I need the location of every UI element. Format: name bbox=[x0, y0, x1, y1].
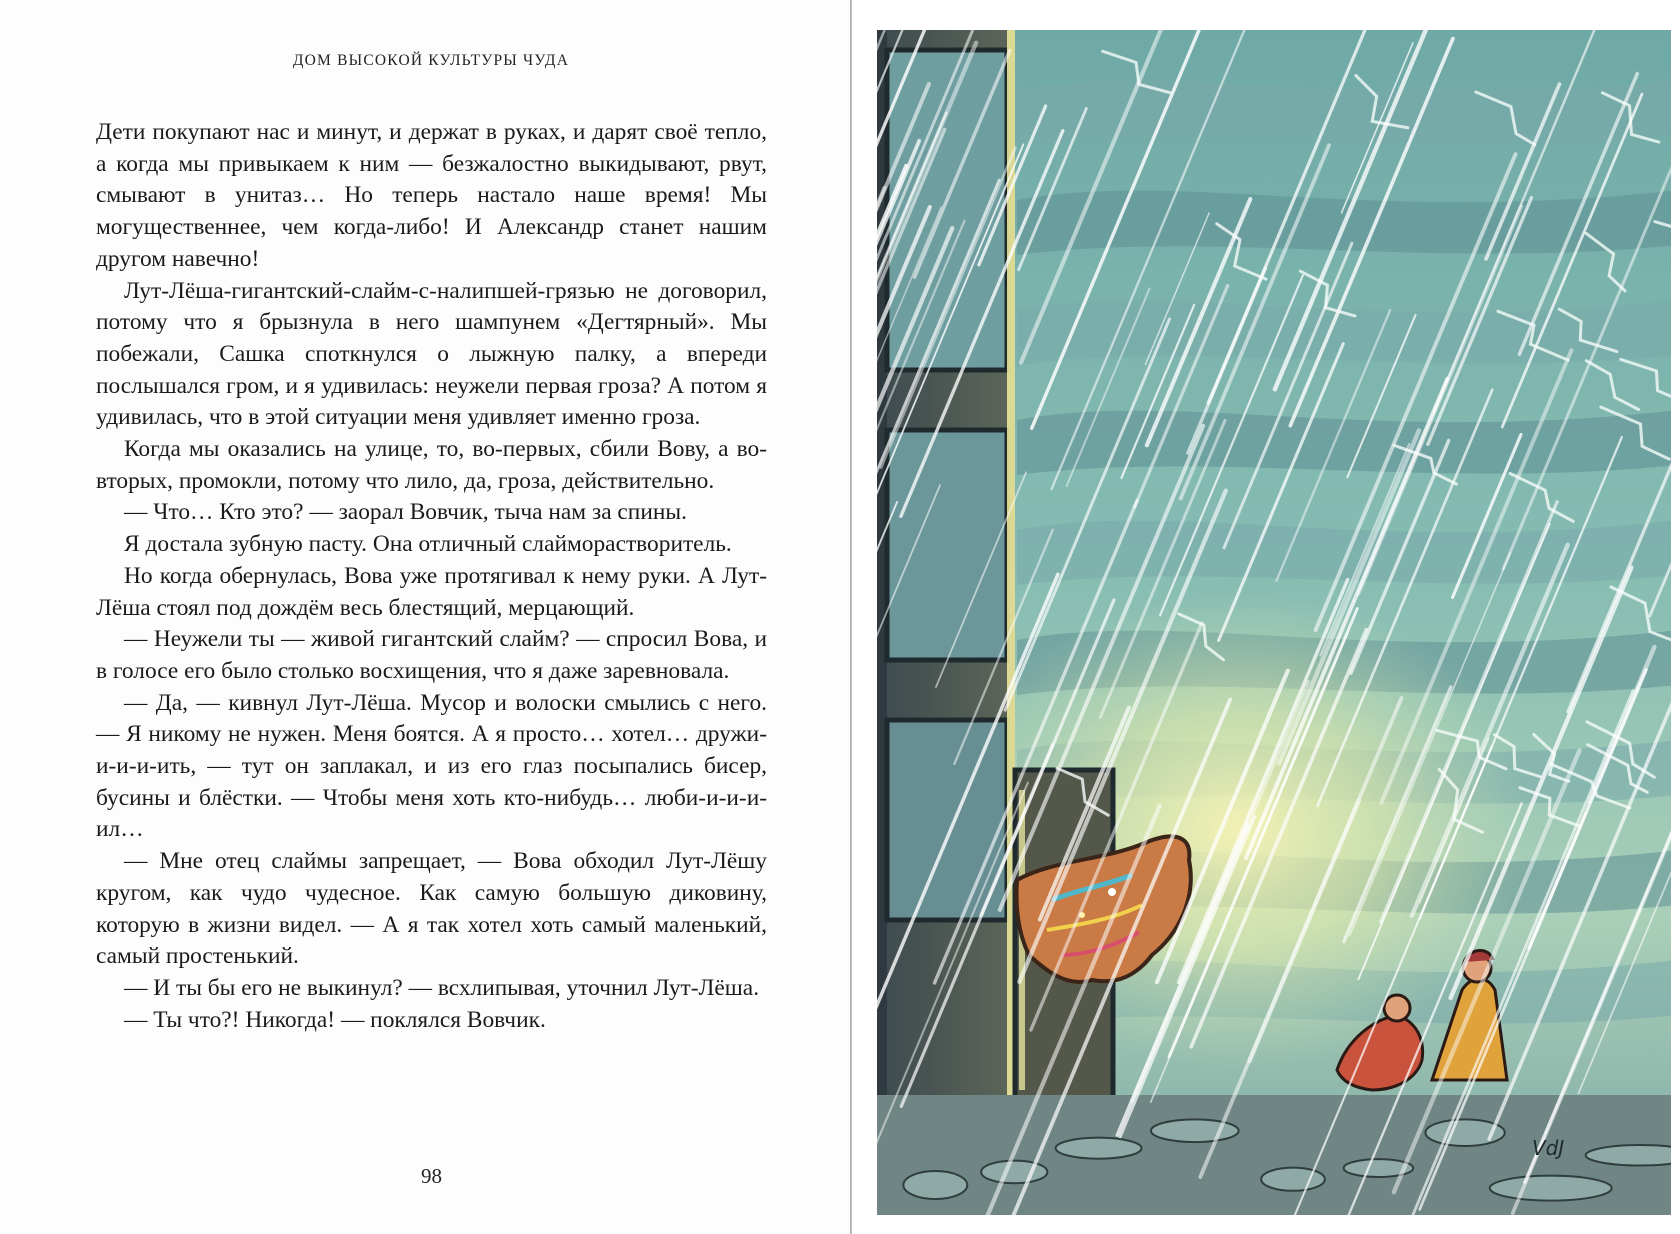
puddle bbox=[1586, 1145, 1671, 1166]
window-middle bbox=[887, 430, 1007, 660]
paragraph: — Мне отец слаймы запрещает, — Вова обходил Лут-Лёшу кругом, как чудо чудесное. Как самую большую диковину, которую в жизни видел. — А я так хотел хоть самый маленький, самый простенький. bbox=[96, 848, 767, 970]
puddle bbox=[981, 1161, 1047, 1184]
paragraph: — Неужели ты — живой гигантский слайм? — спросил Вова, и в голосе его было столько восхищения, что я даже заревновала. bbox=[96, 626, 767, 684]
running-head: ДОМ ВЫСОКОЙ КУЛЬТУРЫ ЧУДА bbox=[292, 52, 570, 69]
paragraph: Дети покупают нас и минут, и держат в руках, и дарят своё тепло, а когда мы привыкаем к ним — безжалостно выкидывают, рвут, смывают в унитаз… Но теперь настало наше время! Мы могущественнее, чем когда-либо! И Александр станет нашим другом навечно! bbox=[96, 119, 767, 272]
cloud-band bbox=[1017, 300, 1671, 365]
text-block bbox=[96, 117, 767, 1036]
rain-illustration bbox=[877, 30, 1671, 1215]
puddle bbox=[1261, 1168, 1325, 1191]
artist-signature: VdJ bbox=[1532, 1136, 1565, 1160]
illustration-canvas bbox=[877, 30, 1671, 1215]
paragraph: Когда мы оказались на улице, то, во-первых, сбили Вову, а во-вторых, промокли, потому что лило, да, гроза, действительно. bbox=[96, 436, 767, 494]
page-number: 98 bbox=[421, 1164, 442, 1188]
window-lower bbox=[887, 720, 1007, 920]
paragraph: — Ты что?! Никогда! — поклялся Вовчик. bbox=[124, 1006, 546, 1033]
paragraph: — Да, — кивнул Лут-Лёша. Мусор и волоски смылись с него. — Я никому не нужен. Меня боятся. А я просто… хотел… дружи-и-и-и-ить, — тут он заплакал, и из его глаз посыпались бисер, бусины и блёстки. — Чтобы меня хоть кто-нибудь… люби-и-и-и-ил… bbox=[96, 689, 767, 843]
puddle bbox=[1151, 1119, 1239, 1142]
puddle bbox=[903, 1171, 967, 1199]
puddle bbox=[1056, 1138, 1142, 1159]
paragraph: Но когда обернулась, Вова уже протягивал к нему руки. А Лут-Лёша стоял под дождём весь блестящий, мерцающий. bbox=[96, 562, 767, 621]
paragraph: — Что… Кто это? — заорал Вовчик, тыча нам за спины. bbox=[124, 499, 687, 526]
paragraph: — И ты бы его не выкинул? — всхлипывая, уточнил Лут-Лёша. bbox=[124, 974, 760, 1001]
paragraph: Я достала зубную пасту. Она отличный слайморастворитель. bbox=[124, 531, 732, 558]
puddle bbox=[1490, 1176, 1612, 1201]
paragraph: Лут-Лёша-гигантский-слайм-с-налипшей-грязью не договорил, потому что я брызнула в него шампунем «Дегтярный». Мы побежали, Сашка споткнулся о лыжную палку, а впереди послышался гром, и я удивилась: неужели первая гроза? А потом я удивилась, что в этой ситуации меня удивляет именно гроза. bbox=[96, 277, 767, 431]
